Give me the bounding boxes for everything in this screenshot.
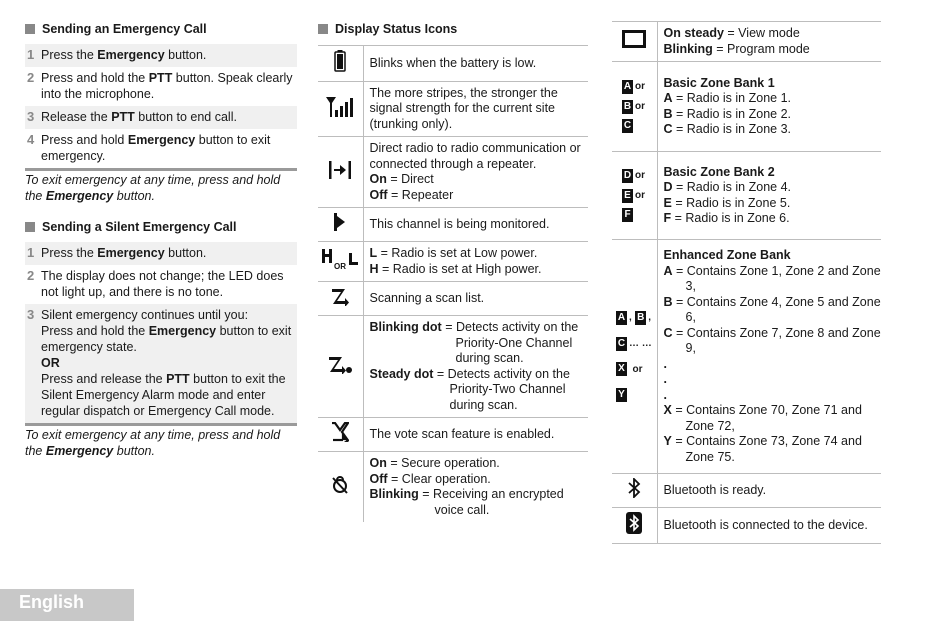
table-row: On steady = View mode Blinking = Program mode	[612, 22, 881, 62]
monitor-icon	[334, 220, 346, 234]
section-marker-icon	[318, 24, 328, 34]
enhanced-zone-icons: A , B , C … … X or Y	[612, 240, 657, 474]
section-heading-display-status-icons: Display Status Icons	[318, 18, 588, 40]
section-heading-emergency-call: Sending an Emergency Call	[25, 18, 297, 40]
battery-icon	[334, 61, 346, 75]
divider	[25, 423, 297, 426]
zone-a-icon: A	[623, 80, 632, 92]
exit-emergency-note: To exit emergency at any time, press and hold the Emergency button.	[25, 428, 281, 458]
table-row: Blinking dot = Detects activity on the Priority-One Channel during scan. Steady dot = Detects activity on the Priority-Two Channel during scan.	[318, 316, 588, 418]
zone-x-icon: X	[616, 362, 627, 376]
zone-d-icon: D	[623, 169, 632, 181]
zone-c-icon: C	[623, 120, 632, 131]
exit-emergency-note: To exit emergency at any time, press and hold the Emergency button.	[25, 173, 281, 203]
left-column	[25, 18, 297, 471]
language-label: English	[19, 592, 85, 612]
language-tab	[0, 589, 134, 621]
zone-y-icon: Y	[616, 388, 627, 402]
power-level-icon	[320, 260, 360, 274]
table-row: Direct radio to radio communication or connected through a repeater. On = Direct Off = Repeater	[318, 137, 588, 208]
right-column	[612, 21, 881, 544]
zone-f-icon: F	[622, 208, 633, 222]
step-item: 2 Press and hold the PTT button. Speak clearly into the microphone.	[27, 70, 293, 101]
mode-box-icon	[622, 37, 646, 51]
step-item: 1 Press the Emergency button.	[25, 242, 297, 265]
step-item: 3 Silent emergency continues until you: Press and hold the Emergency button to exit emergency state. OR Press and release the PTT button to exit the Silent Emergency Alarm mode and enter regular dispatch or Emergency Call mode.	[25, 304, 297, 423]
step-item: 1 Press the Emergency button.	[25, 44, 297, 67]
zone-c-icon: C	[617, 337, 626, 349]
zone-icons-table	[612, 21, 881, 544]
scan-icon	[330, 295, 350, 309]
table-row: Scanning a scan list.	[318, 282, 588, 316]
zone-a-icon: A	[617, 312, 626, 324]
power-or-label: OR	[334, 262, 347, 272]
emergency-call-steps	[25, 44, 297, 168]
table-row: This channel is being monitored.	[318, 208, 588, 242]
step-item: 3 Release the PTT button to end call.	[25, 106, 297, 129]
table-row: Bluetooth is connected to the device.	[612, 508, 881, 544]
table-row: Blinks when the battery is low.	[318, 46, 588, 82]
bluetooth-icon	[627, 487, 641, 501]
step-item: 4 Press and hold Emergency button to exit emergency.	[27, 132, 271, 163]
step-item: 2 The display does not change; the LED does not light up, and there is no tone.	[27, 268, 284, 299]
secure-lock-icon	[331, 483, 349, 497]
section-marker-icon	[25, 24, 35, 34]
table-row: Bluetooth is ready.	[612, 474, 881, 508]
table-row: A , B , C … … X or Y Enhanced Zone Bank A = Contains Zone 1, Zone 2 and Zone 3, B = Contains Zone 4, Zone 5 and Zone 6, C = Contains Zone 7, Zone 8 and Zone 9, . . . X = Contains Zone 70, Zone 71 and Zone 72, Y = Contains Zone 73, Zone 74 and Zone 75.	[612, 240, 881, 474]
section-marker-icon	[25, 222, 35, 232]
table-row: The more stripes, the stronger the signal strength for the current site (trunking only).	[318, 81, 588, 137]
bluetooth-connected-icon	[626, 523, 642, 537]
vote-scan-icon	[331, 431, 349, 445]
table-row: OR L = Radio is set at Low power. H = Radio is set at High power.	[318, 242, 588, 282]
table-row: A or B or C Basic Zone Bank 1 A = Radio is in Zone 1. B = Radio is in Zone 2. C = Radio is in Zone 3.	[612, 62, 881, 152]
middle-column	[318, 18, 588, 522]
signal-strength-icon	[326, 107, 354, 121]
status-icons-table	[318, 45, 588, 522]
table-row: D or E or F Basic Zone Bank 2 D = Radio is in Zone 4. E = Radio is in Zone 5. F = Radio is in Zone 6.	[612, 152, 881, 240]
priority-scan-icon	[327, 363, 353, 377]
section-heading-silent-emergency: Sending a Silent Emergency Call	[25, 216, 297, 238]
direct-mode-icon	[329, 168, 351, 182]
divider	[25, 168, 297, 171]
zone-e-icon: E	[622, 189, 633, 203]
zone-b-icon: B	[623, 100, 632, 112]
zone-bank-2-icons: D or E or F	[612, 152, 657, 240]
zone-bank-1-icons: A or B or C	[612, 62, 657, 152]
silent-emergency-steps	[25, 242, 297, 423]
table-row: On = Secure operation. Off = Clear operation. Blinking = Receiving an encrypted voice call.	[318, 452, 588, 523]
zone-b-icon: B	[637, 312, 645, 324]
table-row: The vote scan feature is enabled.	[318, 418, 588, 452]
